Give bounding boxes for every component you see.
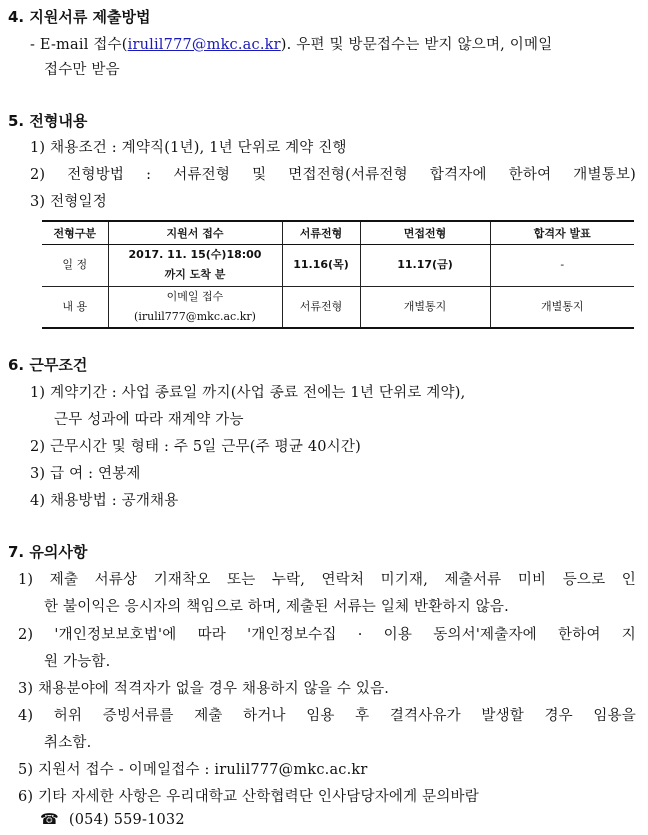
- section-6-item-1b: 근무 성과에 따라 재계약 가능: [54, 412, 244, 428]
- row-label-dates: 일 정: [42, 244, 108, 286]
- phone-icon: ☎: [40, 810, 59, 828]
- section-6-item-4: 4) 채용방법 : 공개채용: [30, 493, 179, 509]
- header-application: 지원서 접수: [108, 221, 282, 244]
- section-6-heading: 6. 근무조건: [8, 356, 88, 374]
- section-6-item-2: 2) 근무시간 및 형태 : 주 5일 근무(주 평균 40시간): [30, 439, 361, 455]
- section-7-item-4b: 취소함.: [44, 735, 92, 751]
- header-result: 합격자 발표: [490, 221, 634, 244]
- application-deadline-date: 2017. 11. 15(수)18:00: [128, 248, 262, 261]
- result-date: -: [490, 244, 634, 286]
- section-4-line-2: 접수만 받음: [44, 62, 120, 78]
- section-7-item-1b: 한 불이익은 응시자의 책임으로 하며, 제출된 서류는 일체 반환하지 않음.: [44, 599, 509, 615]
- schedule-row-content: [42, 286, 634, 328]
- application-method: 이메일 접수: [166, 289, 224, 303]
- email-link[interactable]: irulil777@mkc.ac.kr: [127, 37, 281, 53]
- section-5-item-1: 1) 채용조건 : 계약직(1년), 1년 단위로 계약 진행: [30, 140, 347, 156]
- section-6-item-1a: 1) 계약기간 : 사업 종료일 까지(사업 종료 전에는 1년 단위로 계약),: [30, 385, 466, 401]
- application-deadline-cell: [108, 244, 282, 286]
- section-5-item-3: 3) 전형일정: [30, 194, 107, 210]
- header-category: 전형구분: [42, 221, 108, 244]
- section-7-heading: 7. 유의사항: [8, 543, 88, 561]
- result-notice: 개별통지: [490, 286, 634, 328]
- section-7-item-2a: 2) '개인정보보호법'에 따라 '개인정보수집 · 이용 동의서'제출자에 한하여 지: [18, 627, 636, 643]
- section-7-item-1a: 1) 제출 서류상 기재착오 또는 누락, 연락처 미기재, 제출서류 미비 등으로 인: [18, 572, 636, 588]
- header-interview: 면접전형: [360, 221, 490, 244]
- section-4-line-1: [30, 33, 636, 54]
- section-7-item-3: 3) 채용분야에 적격자가 없을 경우 채용하지 않을 수 있음.: [18, 681, 390, 697]
- email-submit-suffix: ). 우편 및 방문접수는 받지 않으며, 이메일: [280, 37, 553, 53]
- section-5-heading: 5. 전형내용: [8, 112, 88, 130]
- application-email: (irulil777@mkc.ac.kr): [134, 309, 256, 323]
- section-7-item-5: 5) 지원서 접수 - 이메일접수 : irulil777@mkc.ac.kr: [18, 762, 368, 778]
- section-6-item-3: 3) 급 여 : 연봉제: [30, 466, 141, 482]
- application-deadline-note: 까지 도착 분: [164, 268, 226, 281]
- contact-phone-line: [40, 810, 185, 828]
- application-method-cell: [108, 286, 282, 328]
- contact-phone-number: (054) 559-1032: [68, 812, 185, 828]
- interview-notice: 개별통지: [360, 286, 490, 328]
- header-document-screening: 서류전형: [282, 221, 360, 244]
- section-4-heading: 4. 지원서류 제출방법: [8, 8, 151, 26]
- email-submit-prefix: - E-mail 접수(: [30, 37, 128, 53]
- section-5-item-2: 2) 전형방법 : 서류전형 및 면접전형(서류전형 합격자에 한하여 개별통보): [30, 167, 636, 183]
- document-screening-method: 서류전형: [282, 286, 360, 328]
- document-screening-date: 11.16(목): [282, 244, 360, 286]
- schedule-row-dates: [42, 244, 634, 286]
- section-7-item-2b: 원 가능함.: [44, 654, 111, 670]
- section-7-item-4a: 4) 허위 증빙서류를 제출 하거나 임용 후 결격사유가 발생할 경우 임용을: [18, 708, 636, 724]
- schedule-table: [42, 220, 634, 329]
- interview-date: 11.17(금): [360, 244, 490, 286]
- row-label-content: 내 용: [42, 286, 108, 328]
- schedule-header-row: [42, 221, 634, 244]
- section-7-item-6: 6) 기타 자세한 사항은 우리대학교 산학협력단 인사담당자에게 문의바람: [18, 789, 479, 805]
